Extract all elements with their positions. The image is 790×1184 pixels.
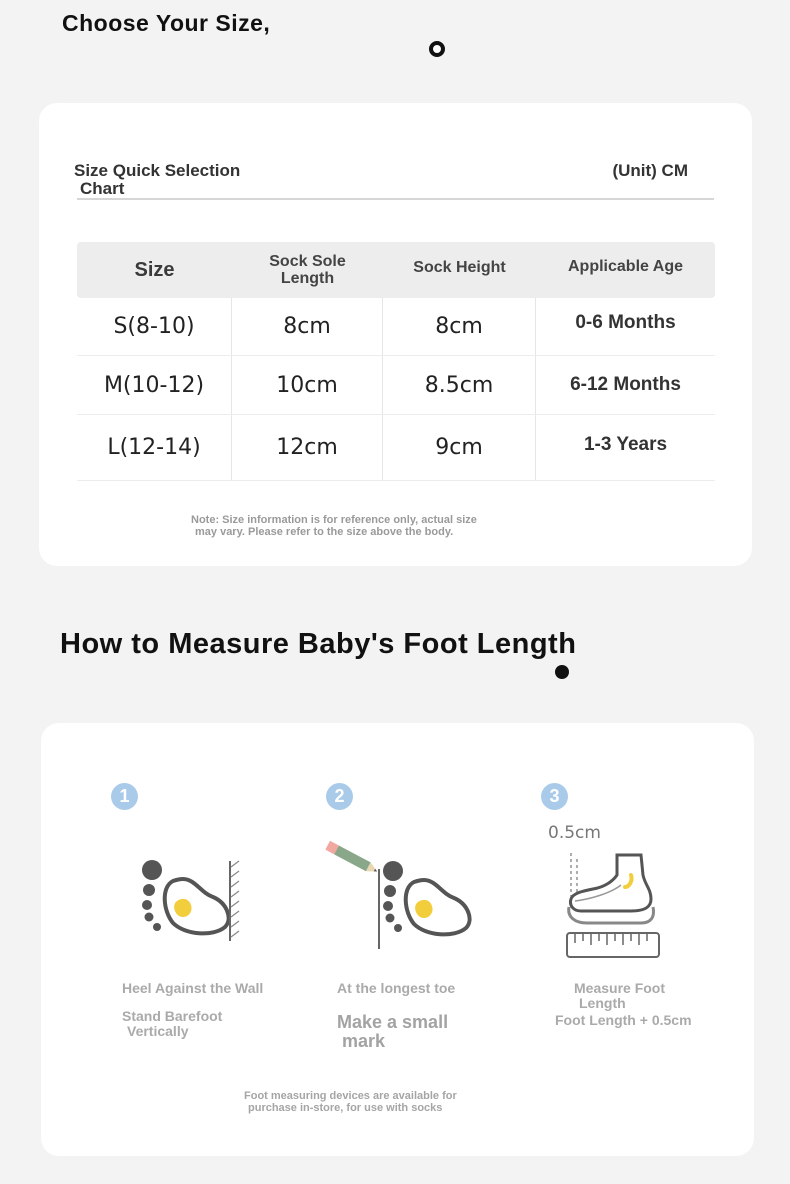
step-1-caption: Heel Against the Wall: [122, 980, 264, 996]
column-header-age: Applicable Age: [568, 257, 683, 275]
step-3-badge: 3: [541, 783, 568, 810]
size-note-line1: Note: Size information is for reference only, actual size: [191, 514, 477, 526]
cell-age: 0-6 Months: [575, 311, 676, 333]
table-row: [77, 298, 715, 356]
divider: [77, 198, 714, 200]
cell-size: L(12-14): [77, 415, 232, 480]
pencil-mark-illustration: [321, 831, 481, 955]
decorative-dot: [429, 41, 445, 57]
step-3-caption-line1: Measure Foot: [574, 980, 666, 996]
cell-size: S(8-10): [77, 298, 232, 355]
size-chart-heading-line1: Size Quick Selection: [74, 161, 241, 180]
column-header-size: Size: [134, 258, 175, 281]
size-table: [77, 242, 715, 481]
cell-size: M(10-12): [77, 356, 232, 414]
section-title-choose-size: Choose Your Size,: [62, 10, 271, 36]
size-note: [191, 514, 477, 538]
size-chart-card: [39, 103, 752, 566]
ruler-allowance-label: 0.5cm: [548, 823, 601, 843]
step-1-subcaption-line1: Stand Barefoot: [122, 1008, 223, 1024]
cell-sole: 10cm: [232, 356, 383, 414]
measure-card: [41, 723, 754, 1156]
cell-age: 6-12 Months: [570, 374, 681, 395]
column-header-sole: Sock Sole Length: [269, 253, 346, 287]
step-2-caption: At the longest toe: [337, 980, 456, 996]
step-1-badge: 1: [111, 783, 138, 810]
step-3-caption-line2: Length: [579, 995, 626, 1011]
size-note-line2: may vary. Please refer to the size above the body.: [195, 526, 454, 538]
foot-against-wall-illustration: [133, 853, 253, 953]
step-2-subcaption-line2: mark: [342, 1031, 386, 1051]
cell-height: 8.5cm: [383, 356, 536, 414]
cell-age: 1-3 Years: [583, 433, 668, 455]
table-row: [77, 415, 715, 481]
step-3-caption: [574, 981, 665, 1011]
cell-height: 9cm: [383, 415, 536, 480]
column-header-height: Sock Height: [413, 258, 506, 276]
size-chart-heading-line2: Chart: [80, 179, 125, 198]
step-1-subcaption-line2: Vertically: [127, 1023, 189, 1039]
measuring-device-note: [244, 1090, 457, 1114]
step-2-subcaption: [337, 1013, 448, 1051]
step-1-subcaption: [122, 1009, 222, 1039]
foot-ruler-illustration: [561, 845, 671, 965]
step-3-subcaption: Foot Length + 0.5cm: [555, 1012, 692, 1028]
decorative-dot: [555, 665, 569, 679]
step-2-subcaption-line1: Make a small: [337, 1012, 449, 1032]
unit-label: (Unit) CM: [612, 161, 688, 180]
footnote-line1: Foot measuring devices are available for: [244, 1090, 457, 1102]
footnote-line2: purchase in-store, for use with socks: [248, 1102, 443, 1114]
cell-sole: 12cm: [232, 415, 383, 480]
cell-height: 8cm: [383, 298, 536, 355]
cell-sole: 8cm: [232, 298, 383, 355]
table-row: [77, 356, 715, 415]
step-2-badge: 2: [326, 783, 353, 810]
section-title-measure: How to Measure Baby's Foot Length: [60, 628, 577, 660]
size-chart-heading: [74, 162, 240, 198]
